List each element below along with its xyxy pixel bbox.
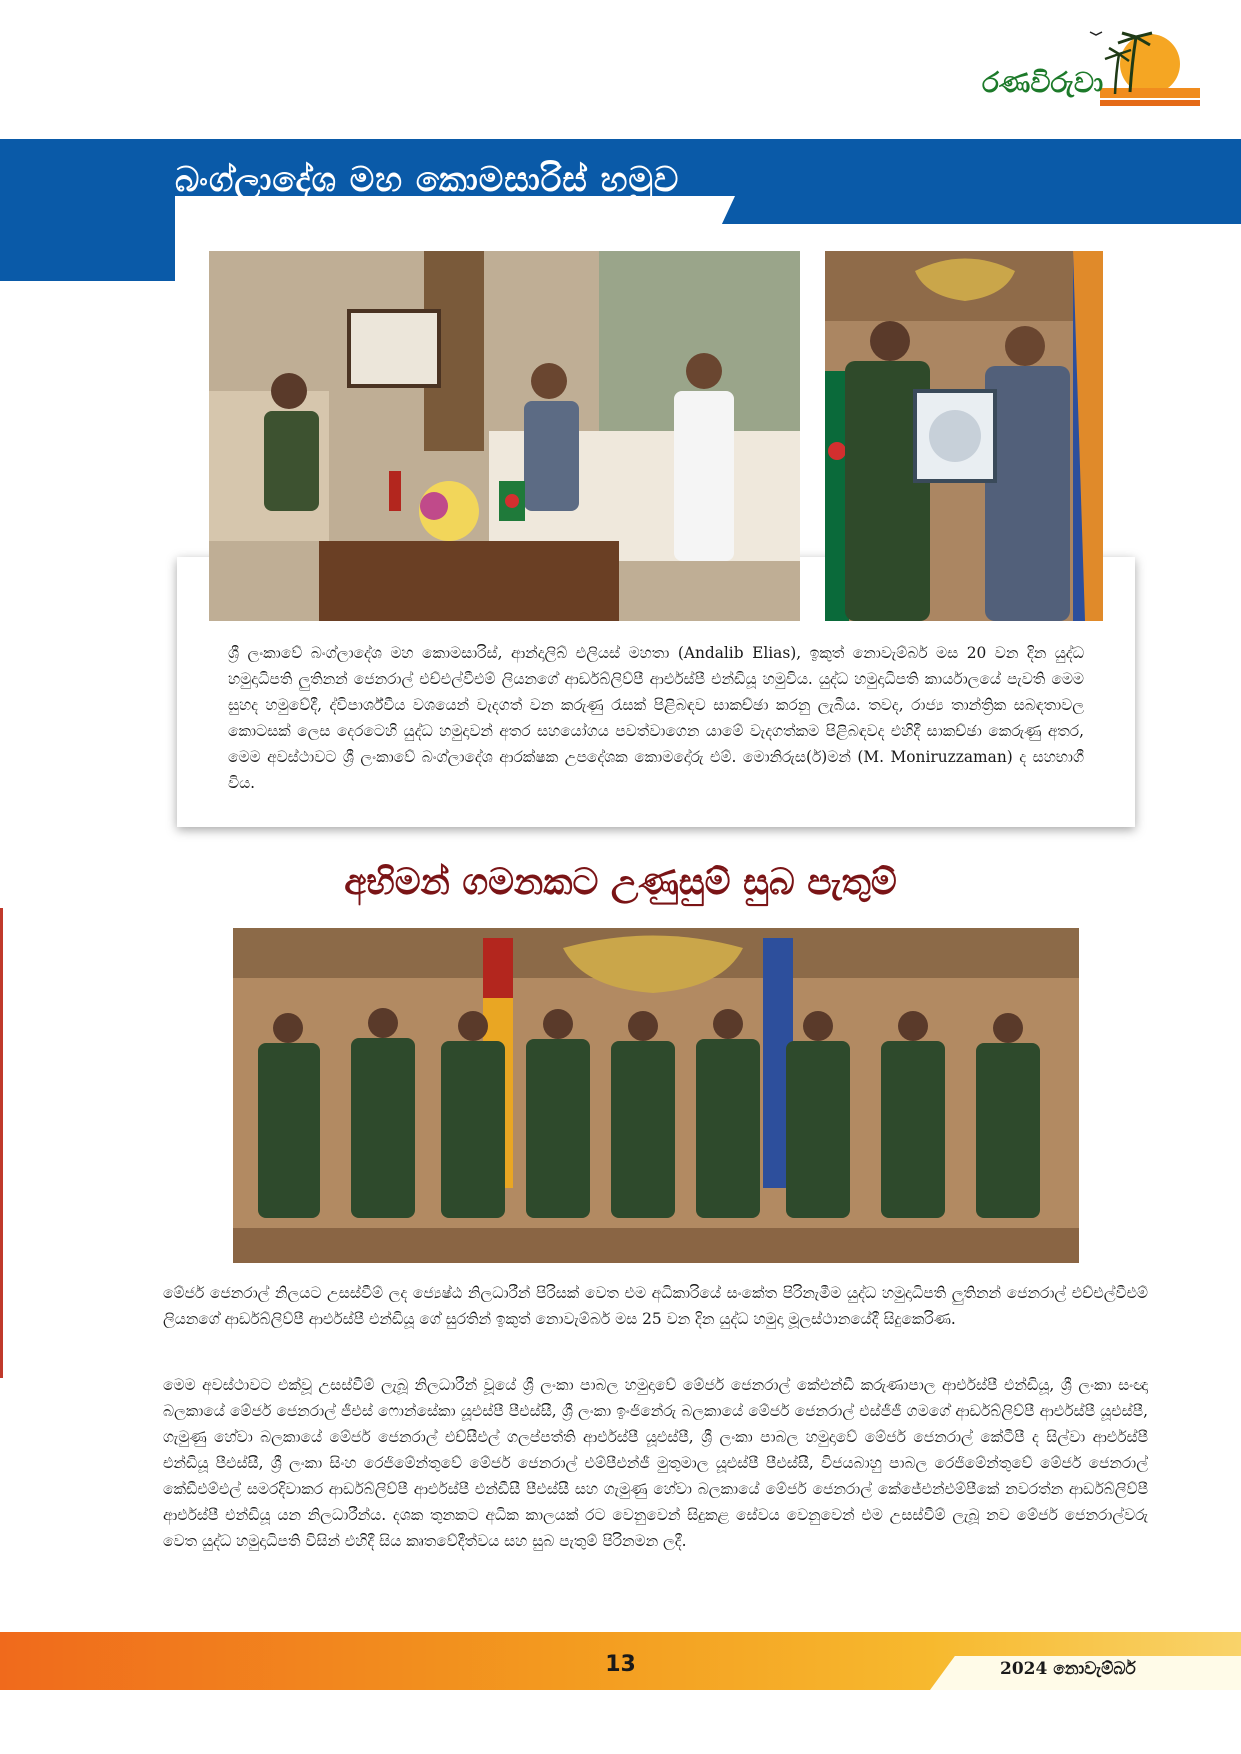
plaque-photo (825, 251, 1103, 621)
issue-date: 2024 නොවැම්බර් (1000, 1659, 1136, 1679)
officers-group-photo (233, 928, 1079, 1263)
section2-paragraph-1: මේජර් ජෙනරාල් නිලයට උසස්වීම් ලද ජ්‍යෙෂ්ඨ නිලධාරීන් පිරිසක් වෙත එම අධිකාරියේ සංකේත පිරිනැමීම යුද්ධ හමුදාධිපති ලුතිනන් ජෙනරාල් එච්එල්වීඑම් ලියනගේ ආර්ඩබ්ලිව්පී ආර්එස්පී එන්ඩියූ ගේ සුරතින් ඉකුත් නොවැම්බර් මස 25 වන දින යුද්ධ හමුදා මූලස්ථානයේදී සිදුකෙරිණ. (163, 1284, 1148, 1328)
meeting-photo (209, 251, 800, 621)
section2-paragraph-2: මෙම අවස්ථාවට එක්වූ උසස්වීම් ලැබූ නිලධාරීන් වූයේ ශ්‍රී ලංකා පාබල හමුදාවේ මේජර් ජෙනරාල් කේඑන්ඩී කරුණාපාල ආර්එස්පී එන්ඩියූ, ශ්‍රී ලංකා සංඥා බලකායේ මේජර් ජෙනරාල් ජීඑස් ෆොන්සේකා යූඑස්පී පීඑස්සී, ශ්‍රී ලංකා ඉංජිනේරු බලකායේ මේජර් ජෙනරාල් එස්ජීජී ගමගේ ආර්ඩබ්ලිව්පී ආර්එස්පී යූඑස්පී, ගැමුණු හේවා බලකායේ මේජර් ජෙනරාල් එච්සීඑල් ගලප්පත්ති ආර්එස්පී යූඑස්පී, ශ්‍රී ලංකා පාබල හමුදාවේ මේජර් ජෙනරාල් කේටීපී ද සිල්වා ආර්එස්පී එන්ඩියූ පීඑස්සී, ශ්‍රී ලංකා සිංහ රෙජිමේන්තුවේ මේජර් ජෙනරාල් එම්පීඑන්ජී මුතුමාල යූඑස්පී පීඑස්සී, විජයබාහු පාබල රෙජිමේන්තුවේ මේජර් ජෙනරාල් කේඩීඑම්එල් සමරදිවාකර ආර්ඩබ්ලිව්පී ආර්එස්පී එන්ඩීසී පීඑස්සී සහ ගැමුණු හේවා බලකායේ මේජර් ජෙනරාල් කේජේඑන්එම්පීකේ නවරත්න ආර්ඩබ්ලිව්පී ආර්එස්පී එන්ඩියූ යන නිලධාරීන්ය. දශක තුනකට අධික කාලයක් රට වෙනුවෙන් සිදුකළ සේවය වෙනුවෙන් එම උසස්වීම් ලැබූ නව මේජර් ජෙනරාල්වරු වෙත යුද්ධ හමුදාධිපති විසින් එහිදී සිය කෘතවේදීත්වය සහ සුබ පැතුම් පිරිනමන ලදී. (163, 1376, 1148, 1550)
banner-notch (175, 196, 735, 256)
section1-title: බංග්ලාදේශ මහ කොමසාරිස් හමුව (175, 160, 680, 200)
section2-title: අභිමන් ගමනකට උණුසුම් සුබ පැතුම් (344, 862, 897, 903)
logo-text: රණවිරුවා (982, 66, 1104, 99)
section1-caption: ශ්‍රී ලංකාවේ බංග්ලාදේශ මහ කොමසාරිස්, ආන්දාලිබ් එලියස් මහතා (Andalib Elias), ඉකුත් නොවැම්බර් මස 20 වන දින යුද්ධ හමුදාධිපති ලුතිනන් ජෙනරාල් එච්එල්වීඑම් ලියනගේ ආර්ඩබ්ලිව්පී ආර්එස්පී එන්ඩියූ හමුවිය. යුද්ධ හමුදාධිපති කාර්යාලයේ පැවති මෙම සුහද හමුවේදී, ද්විපාර්ශ්වීය වශයෙන් වැදගත් වන කරුණු රැසක් පිළිබඳව සාකච්ඡා කරනු ලැබීය. තවද, රාජ්‍ය තාන්ත්‍රික සබඳතාවල කොටසක් ලෙස දෙරටෙහි යුද්ධ හමුදාවන් අතර සහයෝගය පවත්වාගෙන යාමේ වැදගත්කම පිළිබඳවද එහිදී සාකච්ඡා කෙරුණු අතර, මෙම අවස්ථාවට ශ්‍රී ලංකාවේ බංග්ලාදේශ ආරක්ෂක උපදේශක කොමදෝරු එම්. මොනිරුස(ර්)මන් (M. Moniruzzaman) ද සහභාගී විය. (228, 644, 1084, 792)
banner-left-block (0, 139, 175, 281)
magazine-logo (980, 22, 1210, 122)
margin-accent (0, 908, 3, 1378)
page-number: 13 (605, 1652, 636, 1677)
